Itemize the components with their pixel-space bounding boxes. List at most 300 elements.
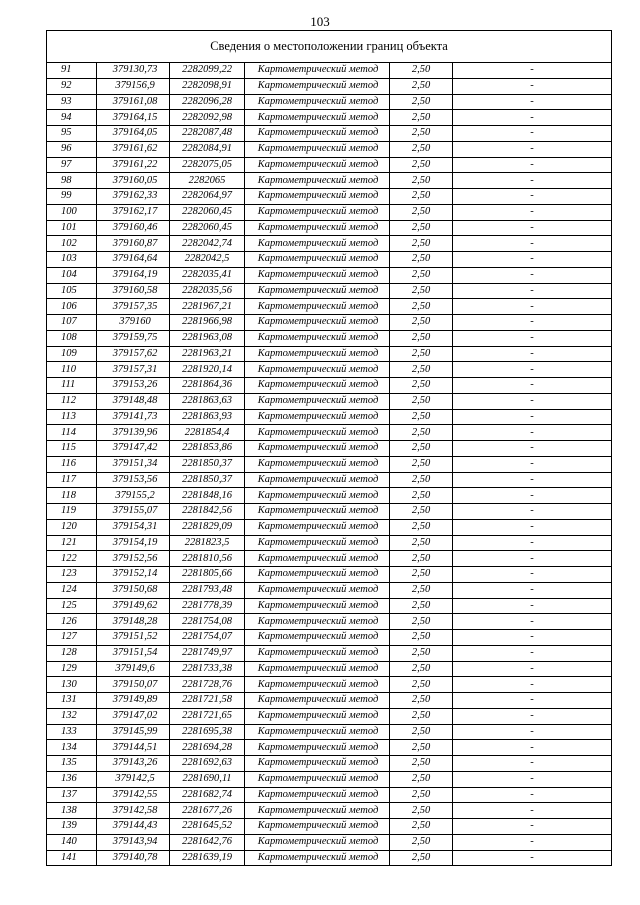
x-coordinate-cell: 379149,89 xyxy=(97,693,170,709)
table-row xyxy=(47,803,612,819)
y-coordinate-cell: 2281966,98 xyxy=(170,315,245,331)
x-coordinate-cell: 379147,42 xyxy=(97,441,170,457)
accuracy-cell: 2,50 xyxy=(390,504,453,520)
description-cell: - xyxy=(453,409,612,425)
accuracy-cell: 2,50 xyxy=(390,252,453,268)
table-row xyxy=(47,189,612,205)
description-cell: - xyxy=(453,189,612,205)
accuracy-cell: 2,50 xyxy=(390,236,453,252)
x-coordinate-cell: 379153,56 xyxy=(97,472,170,488)
y-coordinate-cell: 2282035,56 xyxy=(170,283,245,299)
table-row xyxy=(47,740,612,756)
table-row xyxy=(47,299,612,315)
x-coordinate-cell: 379152,56 xyxy=(97,551,170,567)
table-row xyxy=(47,567,612,583)
accuracy-cell: 2,50 xyxy=(390,220,453,236)
table-row xyxy=(47,771,612,787)
point-number-cell: 110 xyxy=(47,362,97,378)
point-number-cell: 95 xyxy=(47,126,97,142)
description-cell: - xyxy=(453,283,612,299)
point-number-cell: 126 xyxy=(47,614,97,630)
description-cell: - xyxy=(453,362,612,378)
x-coordinate-cell: 379152,14 xyxy=(97,567,170,583)
table-row xyxy=(47,693,612,709)
method-cell: Картометрический метод xyxy=(245,756,390,772)
y-coordinate-cell: 2282075,05 xyxy=(170,157,245,173)
point-number-cell: 133 xyxy=(47,724,97,740)
accuracy-cell: 2,50 xyxy=(390,551,453,567)
point-number-cell: 91 xyxy=(47,63,97,79)
point-number-cell: 99 xyxy=(47,189,97,205)
point-number-cell: 121 xyxy=(47,535,97,551)
method-cell: Картометрический метод xyxy=(245,488,390,504)
method-cell: Картометрический метод xyxy=(245,519,390,535)
x-coordinate-cell: 379149,6 xyxy=(97,661,170,677)
accuracy-cell: 2,50 xyxy=(390,756,453,772)
point-number-cell: 122 xyxy=(47,551,97,567)
table-row xyxy=(47,330,612,346)
table-row xyxy=(47,645,612,661)
table-row xyxy=(47,630,612,646)
accuracy-cell: 2,50 xyxy=(390,63,453,79)
description-cell: - xyxy=(453,614,612,630)
description-cell: - xyxy=(453,724,612,740)
page-number: 103 xyxy=(310,14,330,29)
x-coordinate-cell: 379160,58 xyxy=(97,283,170,299)
x-coordinate-cell: 379157,31 xyxy=(97,362,170,378)
accuracy-cell: 2,50 xyxy=(390,535,453,551)
table-row xyxy=(47,110,612,126)
y-coordinate-cell: 2281639,19 xyxy=(170,850,245,866)
point-number-cell: 100 xyxy=(47,204,97,220)
description-cell: - xyxy=(453,141,612,157)
accuracy-cell: 2,50 xyxy=(390,425,453,441)
y-coordinate-cell: 2281694,28 xyxy=(170,740,245,756)
x-coordinate-cell: 379164,64 xyxy=(97,252,170,268)
table-row xyxy=(47,425,612,441)
description-cell: - xyxy=(453,315,612,331)
method-cell: Картометрический метод xyxy=(245,110,390,126)
point-number-cell: 96 xyxy=(47,141,97,157)
y-coordinate-cell: 2281677,26 xyxy=(170,803,245,819)
table-row xyxy=(47,393,612,409)
description-cell: - xyxy=(453,535,612,551)
x-coordinate-cell: 379155,07 xyxy=(97,504,170,520)
accuracy-cell: 2,50 xyxy=(390,724,453,740)
x-coordinate-cell: 379156,9 xyxy=(97,78,170,94)
description-cell: - xyxy=(453,661,612,677)
method-cell: Картометрический метод xyxy=(245,771,390,787)
description-cell: - xyxy=(453,472,612,488)
point-number-cell: 93 xyxy=(47,94,97,110)
description-cell: - xyxy=(453,330,612,346)
point-number-cell: 123 xyxy=(47,567,97,583)
accuracy-cell: 2,50 xyxy=(390,677,453,693)
table-row xyxy=(47,78,612,94)
description-cell: - xyxy=(453,551,612,567)
x-coordinate-cell: 379153,26 xyxy=(97,378,170,394)
point-number-cell: 131 xyxy=(47,693,97,709)
description-cell: - xyxy=(453,63,612,79)
y-coordinate-cell: 2282064,97 xyxy=(170,189,245,205)
y-coordinate-cell: 2281810,56 xyxy=(170,551,245,567)
point-number-cell: 138 xyxy=(47,803,97,819)
method-cell: Картометрический метод xyxy=(245,315,390,331)
table-row xyxy=(47,267,612,283)
point-number-cell: 92 xyxy=(47,78,97,94)
y-coordinate-cell: 2282042,5 xyxy=(170,252,245,268)
x-coordinate-cell: 379160 xyxy=(97,315,170,331)
method-cell: Картометрический метод xyxy=(245,283,390,299)
x-coordinate-cell: 379160,87 xyxy=(97,236,170,252)
method-cell: Картометрический метод xyxy=(245,850,390,866)
method-cell: Картометрический метод xyxy=(245,504,390,520)
y-coordinate-cell: 2281645,52 xyxy=(170,819,245,835)
x-coordinate-cell: 379161,22 xyxy=(97,157,170,173)
description-cell: - xyxy=(453,740,612,756)
table-row xyxy=(47,63,612,79)
x-coordinate-cell: 379151,52 xyxy=(97,630,170,646)
y-coordinate-cell: 2282098,91 xyxy=(170,78,245,94)
method-cell: Картометрический метод xyxy=(245,677,390,693)
x-coordinate-cell: 379160,46 xyxy=(97,220,170,236)
description-cell: - xyxy=(453,819,612,835)
description-cell: - xyxy=(453,78,612,94)
accuracy-cell: 2,50 xyxy=(390,850,453,866)
y-coordinate-cell: 2281853,86 xyxy=(170,441,245,457)
x-coordinate-cell: 379148,28 xyxy=(97,614,170,630)
accuracy-cell: 2,50 xyxy=(390,787,453,803)
x-coordinate-cell: 379151,54 xyxy=(97,645,170,661)
accuracy-cell: 2,50 xyxy=(390,834,453,850)
point-number-cell: 141 xyxy=(47,850,97,866)
description-cell: - xyxy=(453,299,612,315)
method-cell: Картометрический метод xyxy=(245,598,390,614)
table-row xyxy=(47,157,612,173)
accuracy-cell: 2,50 xyxy=(390,661,453,677)
x-coordinate-cell: 379144,51 xyxy=(97,740,170,756)
x-coordinate-cell: 379154,19 xyxy=(97,535,170,551)
table-row xyxy=(47,362,612,378)
y-coordinate-cell: 2281967,21 xyxy=(170,299,245,315)
method-cell: Картометрический метод xyxy=(245,173,390,189)
description-cell: - xyxy=(453,834,612,850)
description-cell: - xyxy=(453,393,612,409)
accuracy-cell: 2,50 xyxy=(390,472,453,488)
point-number-cell: 127 xyxy=(47,630,97,646)
method-cell: Картометрический метод xyxy=(245,220,390,236)
point-number-cell: 112 xyxy=(47,393,97,409)
accuracy-cell: 2,50 xyxy=(390,582,453,598)
accuracy-cell: 2,50 xyxy=(390,315,453,331)
x-coordinate-cell: 379164,15 xyxy=(97,110,170,126)
accuracy-cell: 2,50 xyxy=(390,157,453,173)
description-cell: - xyxy=(453,488,612,504)
point-number-cell: 124 xyxy=(47,582,97,598)
table-row xyxy=(47,661,612,677)
table-row xyxy=(47,724,612,740)
y-coordinate-cell: 2281829,09 xyxy=(170,519,245,535)
method-cell: Картометрический метод xyxy=(245,141,390,157)
method-cell: Картометрический метод xyxy=(245,535,390,551)
table-row xyxy=(47,787,612,803)
point-number-cell: 106 xyxy=(47,299,97,315)
method-cell: Картометрический метод xyxy=(245,614,390,630)
table-heading-row xyxy=(47,31,612,63)
y-coordinate-cell: 2281850,37 xyxy=(170,456,245,472)
point-number-cell: 94 xyxy=(47,110,97,126)
method-cell: Картометрический метод xyxy=(245,330,390,346)
accuracy-cell: 2,50 xyxy=(390,94,453,110)
method-cell: Картометрический метод xyxy=(245,189,390,205)
y-coordinate-cell: 2282087,48 xyxy=(170,126,245,142)
table-row xyxy=(47,551,612,567)
point-number-cell: 120 xyxy=(47,519,97,535)
accuracy-cell: 2,50 xyxy=(390,346,453,362)
table-row xyxy=(47,283,612,299)
table-row xyxy=(47,141,612,157)
y-coordinate-cell: 2281692,63 xyxy=(170,756,245,772)
point-number-cell: 116 xyxy=(47,456,97,472)
description-cell: - xyxy=(453,346,612,362)
y-coordinate-cell: 2281854,4 xyxy=(170,425,245,441)
method-cell: Картометрический метод xyxy=(245,819,390,835)
table-row xyxy=(47,346,612,362)
table-row xyxy=(47,819,612,835)
table-row xyxy=(47,204,612,220)
x-coordinate-cell: 379147,02 xyxy=(97,708,170,724)
accuracy-cell: 2,50 xyxy=(390,771,453,787)
method-cell: Картометрический метод xyxy=(245,645,390,661)
x-coordinate-cell: 379159,75 xyxy=(97,330,170,346)
table-row xyxy=(47,519,612,535)
table-row xyxy=(47,456,612,472)
method-cell: Картометрический метод xyxy=(245,803,390,819)
x-coordinate-cell: 379155,2 xyxy=(97,488,170,504)
description-cell: - xyxy=(453,756,612,772)
description-cell: - xyxy=(453,110,612,126)
description-cell: - xyxy=(453,204,612,220)
method-cell: Картометрический метод xyxy=(245,236,390,252)
x-coordinate-cell: 379164,19 xyxy=(97,267,170,283)
y-coordinate-cell: 2281920,14 xyxy=(170,362,245,378)
y-coordinate-cell: 2281733,38 xyxy=(170,661,245,677)
table-row xyxy=(47,598,612,614)
table-body xyxy=(47,63,612,866)
point-number-cell: 101 xyxy=(47,220,97,236)
table-row xyxy=(47,220,612,236)
y-coordinate-cell: 2281963,08 xyxy=(170,330,245,346)
y-coordinate-cell: 2281863,63 xyxy=(170,393,245,409)
y-coordinate-cell: 2281754,08 xyxy=(170,614,245,630)
method-cell: Картометрический метод xyxy=(245,267,390,283)
point-number-cell: 107 xyxy=(47,315,97,331)
method-cell: Картометрический метод xyxy=(245,834,390,850)
y-coordinate-cell: 2282060,45 xyxy=(170,220,245,236)
description-cell: - xyxy=(453,771,612,787)
accuracy-cell: 2,50 xyxy=(390,283,453,299)
method-cell: Картометрический метод xyxy=(245,582,390,598)
point-number-cell: 105 xyxy=(47,283,97,299)
x-coordinate-cell: 379157,62 xyxy=(97,346,170,362)
description-cell: - xyxy=(453,236,612,252)
method-cell: Картометрический метод xyxy=(245,630,390,646)
x-coordinate-cell: 379141,73 xyxy=(97,409,170,425)
table-row xyxy=(47,472,612,488)
x-coordinate-cell: 379150,07 xyxy=(97,677,170,693)
description-cell: - xyxy=(453,267,612,283)
accuracy-cell: 2,50 xyxy=(390,141,453,157)
description-cell: - xyxy=(453,94,612,110)
x-coordinate-cell: 379154,31 xyxy=(97,519,170,535)
y-coordinate-cell: 2281749,97 xyxy=(170,645,245,661)
x-coordinate-cell: 379142,55 xyxy=(97,787,170,803)
accuracy-cell: 2,50 xyxy=(390,110,453,126)
accuracy-cell: 2,50 xyxy=(390,819,453,835)
y-coordinate-cell: 2281682,74 xyxy=(170,787,245,803)
accuracy-cell: 2,50 xyxy=(390,173,453,189)
method-cell: Картометрический метод xyxy=(245,472,390,488)
x-coordinate-cell: 379150,68 xyxy=(97,582,170,598)
y-coordinate-cell: 2281778,39 xyxy=(170,598,245,614)
description-cell: - xyxy=(453,126,612,142)
description-cell: - xyxy=(453,441,612,457)
method-cell: Картометрический метод xyxy=(245,425,390,441)
point-number-cell: 128 xyxy=(47,645,97,661)
accuracy-cell: 2,50 xyxy=(390,78,453,94)
point-number-cell: 137 xyxy=(47,787,97,803)
point-number-cell: 139 xyxy=(47,819,97,835)
table-row xyxy=(47,582,612,598)
method-cell: Картометрический метод xyxy=(245,740,390,756)
y-coordinate-cell: 2281805,66 xyxy=(170,567,245,583)
description-cell: - xyxy=(453,708,612,724)
point-number-cell: 136 xyxy=(47,771,97,787)
y-coordinate-cell: 2282096,28 xyxy=(170,94,245,110)
accuracy-cell: 2,50 xyxy=(390,488,453,504)
table-row xyxy=(47,173,612,189)
accuracy-cell: 2,50 xyxy=(390,299,453,315)
table-heading: Сведения о местоположении границ объекта xyxy=(47,31,612,63)
description-cell: - xyxy=(453,677,612,693)
point-number-cell: 98 xyxy=(47,173,97,189)
description-cell: - xyxy=(453,456,612,472)
table-row xyxy=(47,504,612,520)
method-cell: Картометрический метод xyxy=(245,441,390,457)
y-coordinate-cell: 2281721,58 xyxy=(170,693,245,709)
y-coordinate-cell: 2282084,91 xyxy=(170,141,245,157)
accuracy-cell: 2,50 xyxy=(390,567,453,583)
accuracy-cell: 2,50 xyxy=(390,456,453,472)
point-number-cell: 113 xyxy=(47,409,97,425)
y-coordinate-cell: 2282042,74 xyxy=(170,236,245,252)
description-cell: - xyxy=(453,787,612,803)
x-coordinate-cell: 379157,35 xyxy=(97,299,170,315)
method-cell: Картометрический метод xyxy=(245,94,390,110)
x-coordinate-cell: 379162,17 xyxy=(97,204,170,220)
y-coordinate-cell: 2281793,48 xyxy=(170,582,245,598)
table-row xyxy=(47,535,612,551)
point-number-cell: 115 xyxy=(47,441,97,457)
table-row xyxy=(47,850,612,866)
y-coordinate-cell: 2282099,22 xyxy=(170,63,245,79)
method-cell: Картометрический метод xyxy=(245,708,390,724)
description-cell: - xyxy=(453,519,612,535)
accuracy-cell: 2,50 xyxy=(390,803,453,819)
x-coordinate-cell: 379148,48 xyxy=(97,393,170,409)
y-coordinate-cell: 2282065 xyxy=(170,173,245,189)
method-cell: Картометрический метод xyxy=(245,456,390,472)
method-cell: Картометрический метод xyxy=(245,378,390,394)
accuracy-cell: 2,50 xyxy=(390,330,453,346)
table-row xyxy=(47,315,612,331)
description-cell: - xyxy=(453,504,612,520)
point-number-cell: 103 xyxy=(47,252,97,268)
description-cell: - xyxy=(453,630,612,646)
y-coordinate-cell: 2281690,11 xyxy=(170,771,245,787)
accuracy-cell: 2,50 xyxy=(390,519,453,535)
point-number-cell: 102 xyxy=(47,236,97,252)
x-coordinate-cell: 379164,05 xyxy=(97,126,170,142)
point-number-cell: 134 xyxy=(47,740,97,756)
point-number-cell: 117 xyxy=(47,472,97,488)
description-cell: - xyxy=(453,582,612,598)
table-row xyxy=(47,409,612,425)
description-cell: - xyxy=(453,425,612,441)
accuracy-cell: 2,50 xyxy=(390,645,453,661)
description-cell: - xyxy=(453,157,612,173)
accuracy-cell: 2,50 xyxy=(390,708,453,724)
point-number-cell: 118 xyxy=(47,488,97,504)
table-row xyxy=(47,441,612,457)
description-cell: - xyxy=(453,252,612,268)
point-number-cell: 97 xyxy=(47,157,97,173)
accuracy-cell: 2,50 xyxy=(390,204,453,220)
accuracy-cell: 2,50 xyxy=(390,126,453,142)
y-coordinate-cell: 2281642,76 xyxy=(170,834,245,850)
y-coordinate-cell: 2281754,07 xyxy=(170,630,245,646)
x-coordinate-cell: 379151,34 xyxy=(97,456,170,472)
y-coordinate-cell: 2281863,93 xyxy=(170,409,245,425)
x-coordinate-cell: 379140,78 xyxy=(97,850,170,866)
point-number-cell: 104 xyxy=(47,267,97,283)
x-coordinate-cell: 379162,33 xyxy=(97,189,170,205)
method-cell: Картометрический метод xyxy=(245,157,390,173)
description-cell: - xyxy=(453,567,612,583)
table-row xyxy=(47,614,612,630)
description-cell: - xyxy=(453,378,612,394)
method-cell: Картометрический метод xyxy=(245,299,390,315)
method-cell: Картометрический метод xyxy=(245,78,390,94)
description-cell: - xyxy=(453,220,612,236)
x-coordinate-cell: 379142,5 xyxy=(97,771,170,787)
x-coordinate-cell: 379139,96 xyxy=(97,425,170,441)
method-cell: Картометрический метод xyxy=(245,252,390,268)
accuracy-cell: 2,50 xyxy=(390,441,453,457)
x-coordinate-cell: 379149,62 xyxy=(97,598,170,614)
table-row xyxy=(47,236,612,252)
x-coordinate-cell: 379144,43 xyxy=(97,819,170,835)
table-row xyxy=(47,126,612,142)
point-number-cell: 119 xyxy=(47,504,97,520)
table-row xyxy=(47,378,612,394)
x-coordinate-cell: 379160,05 xyxy=(97,173,170,189)
x-coordinate-cell: 379145,99 xyxy=(97,724,170,740)
accuracy-cell: 2,50 xyxy=(390,614,453,630)
y-coordinate-cell: 2281728,76 xyxy=(170,677,245,693)
accuracy-cell: 2,50 xyxy=(390,630,453,646)
method-cell: Картометрический метод xyxy=(245,409,390,425)
